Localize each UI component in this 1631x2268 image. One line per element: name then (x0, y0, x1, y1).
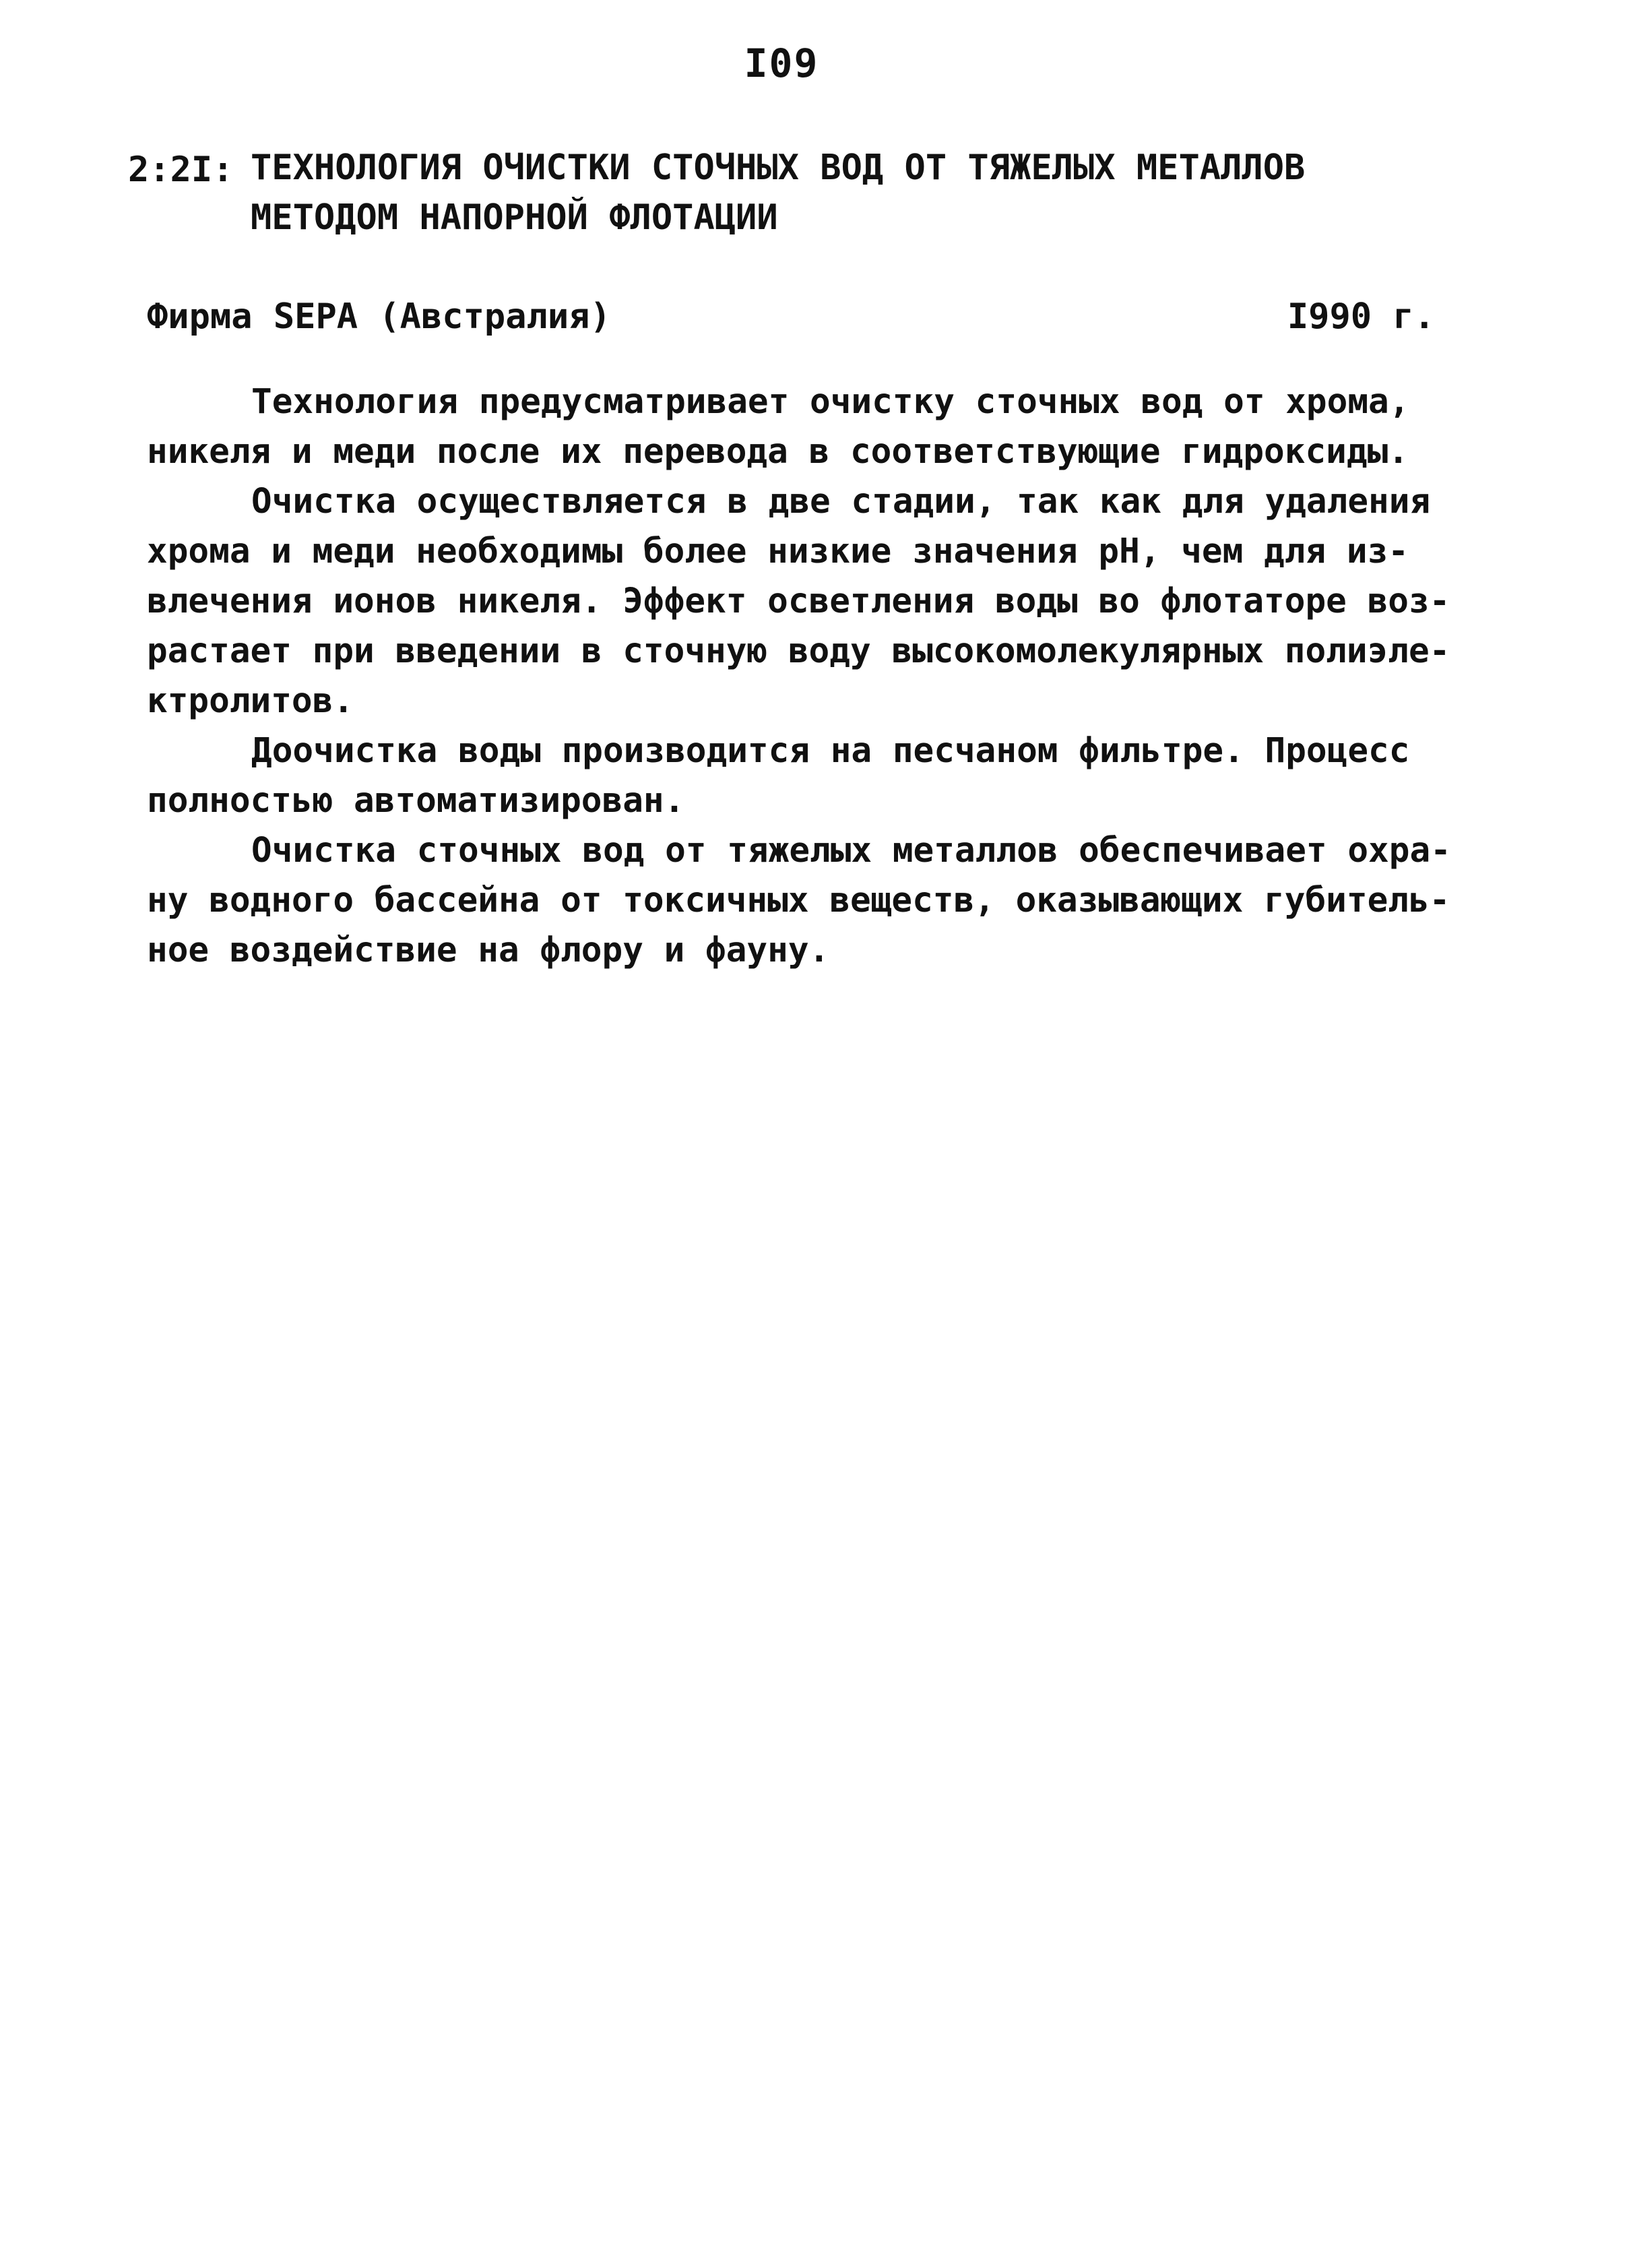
page-number: I09 (744, 40, 819, 86)
paragraph-line: никеля и меди после их перевода в соответствующие гидроксиды. (147, 432, 1409, 472)
section-title (251, 143, 1531, 243)
section-title-line: ТЕХНОЛОГИЯ ОЧИСТКИ СТОЧНЫХ ВОД ОТ ТЯЖЕЛЫХ МЕТАЛЛОВ (251, 148, 1306, 188)
paragraph-line: Доочистка воды производится на песчаном фильтре. Процесс (251, 731, 1410, 771)
paragraph-line: Технология предусматривает очистку сточных вод от хрома, (251, 382, 1410, 422)
paragraph-line: Очистка осуществляется в две стадии, так как для удаления (251, 482, 1431, 522)
paragraph-line: ное воздействие на флору и фауну. (147, 931, 830, 970)
paragraph-line: хрома и меди необходимы более низкие значения pH, чем для из- (147, 532, 1409, 571)
section-title-line: МЕТОДОМ НАПОРНОЙ ФЛОТАЦИИ (251, 197, 778, 238)
paragraph-line: ну водного бассейна от токсичных веществ, оказывающих губитель- (147, 881, 1450, 920)
paragraph-line: ктролитов. (147, 681, 354, 721)
section-number: 2:2I: (128, 150, 234, 190)
body-text (147, 377, 1488, 976)
paragraph-line: растает при введении в сточную воду высокомолекулярных полиэле- (147, 631, 1450, 671)
paragraph-line: влечения ионов никеля. Эффект осветления воды во флотаторе воз- (147, 581, 1450, 621)
year: I990 г. (1287, 296, 1435, 337)
firm-name: Фирма SEPA (Австралия) (147, 296, 611, 337)
paragraph-line: Очистка сточных вод от тяжелых металлов обеспечивает охра- (251, 831, 1451, 871)
paragraph-line: полностью автоматизирован. (147, 781, 685, 821)
source-line (147, 296, 1435, 350)
